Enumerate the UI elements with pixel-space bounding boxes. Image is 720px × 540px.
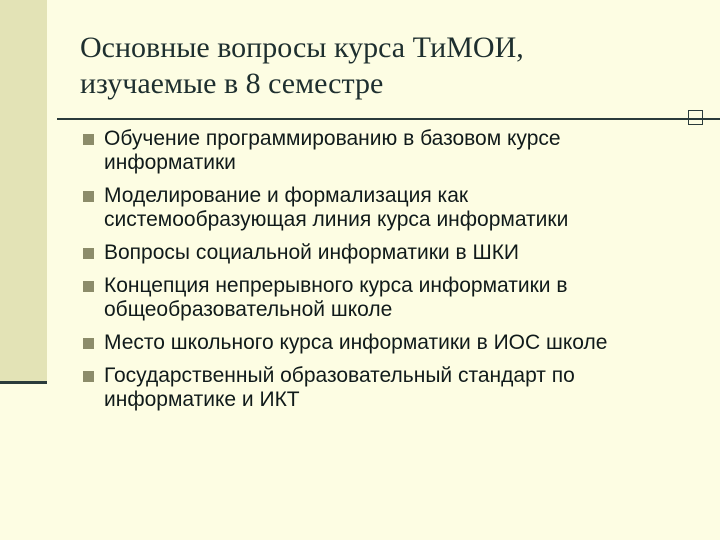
square-bullet-icon — [83, 338, 94, 349]
bullet-item — [0, 184, 704, 232]
square-bullet-icon — [83, 248, 94, 259]
square-bullet-icon — [83, 191, 94, 202]
square-bullet-icon — [83, 281, 94, 292]
slide-title-line-2: изучаемые в 8 семестре — [80, 67, 384, 100]
bullet-text: Место школьного курса информатики в ИОС школе — [104, 331, 608, 354]
bullet-text: системообразующая линия курса информатики — [104, 208, 569, 231]
bullet-text: Обучение программированию в базовом курсе — [104, 127, 561, 150]
bullet-item — [0, 364, 704, 412]
bullet-item — [0, 331, 704, 355]
title-rule-square — [688, 110, 703, 125]
bullet-item — [0, 241, 704, 265]
bullet-text: Государственный образовательный стандарт по — [104, 364, 575, 387]
bullet-item — [0, 127, 704, 175]
bullet-text: информатике и ИКТ — [104, 388, 300, 411]
square-bullet-icon — [83, 371, 94, 382]
bullet-text: Вопросы социальной информатики в ШКИ — [104, 241, 520, 264]
bullet-list — [0, 127, 704, 421]
bullet-text: Моделирование и формализация как — [104, 184, 469, 207]
slide-title-line-1: Основные вопросы курса ТиМОИ, — [80, 31, 524, 64]
bullet-item — [0, 274, 704, 322]
bullet-text: информатики — [104, 151, 236, 174]
bullet-text: Концепция непрерывного курса информатики в — [104, 274, 568, 297]
title-underline — [57, 118, 720, 120]
bullet-text: общеобразовательной школе — [104, 298, 393, 321]
slide-title — [80, 30, 700, 102]
square-bullet-icon — [83, 134, 94, 145]
